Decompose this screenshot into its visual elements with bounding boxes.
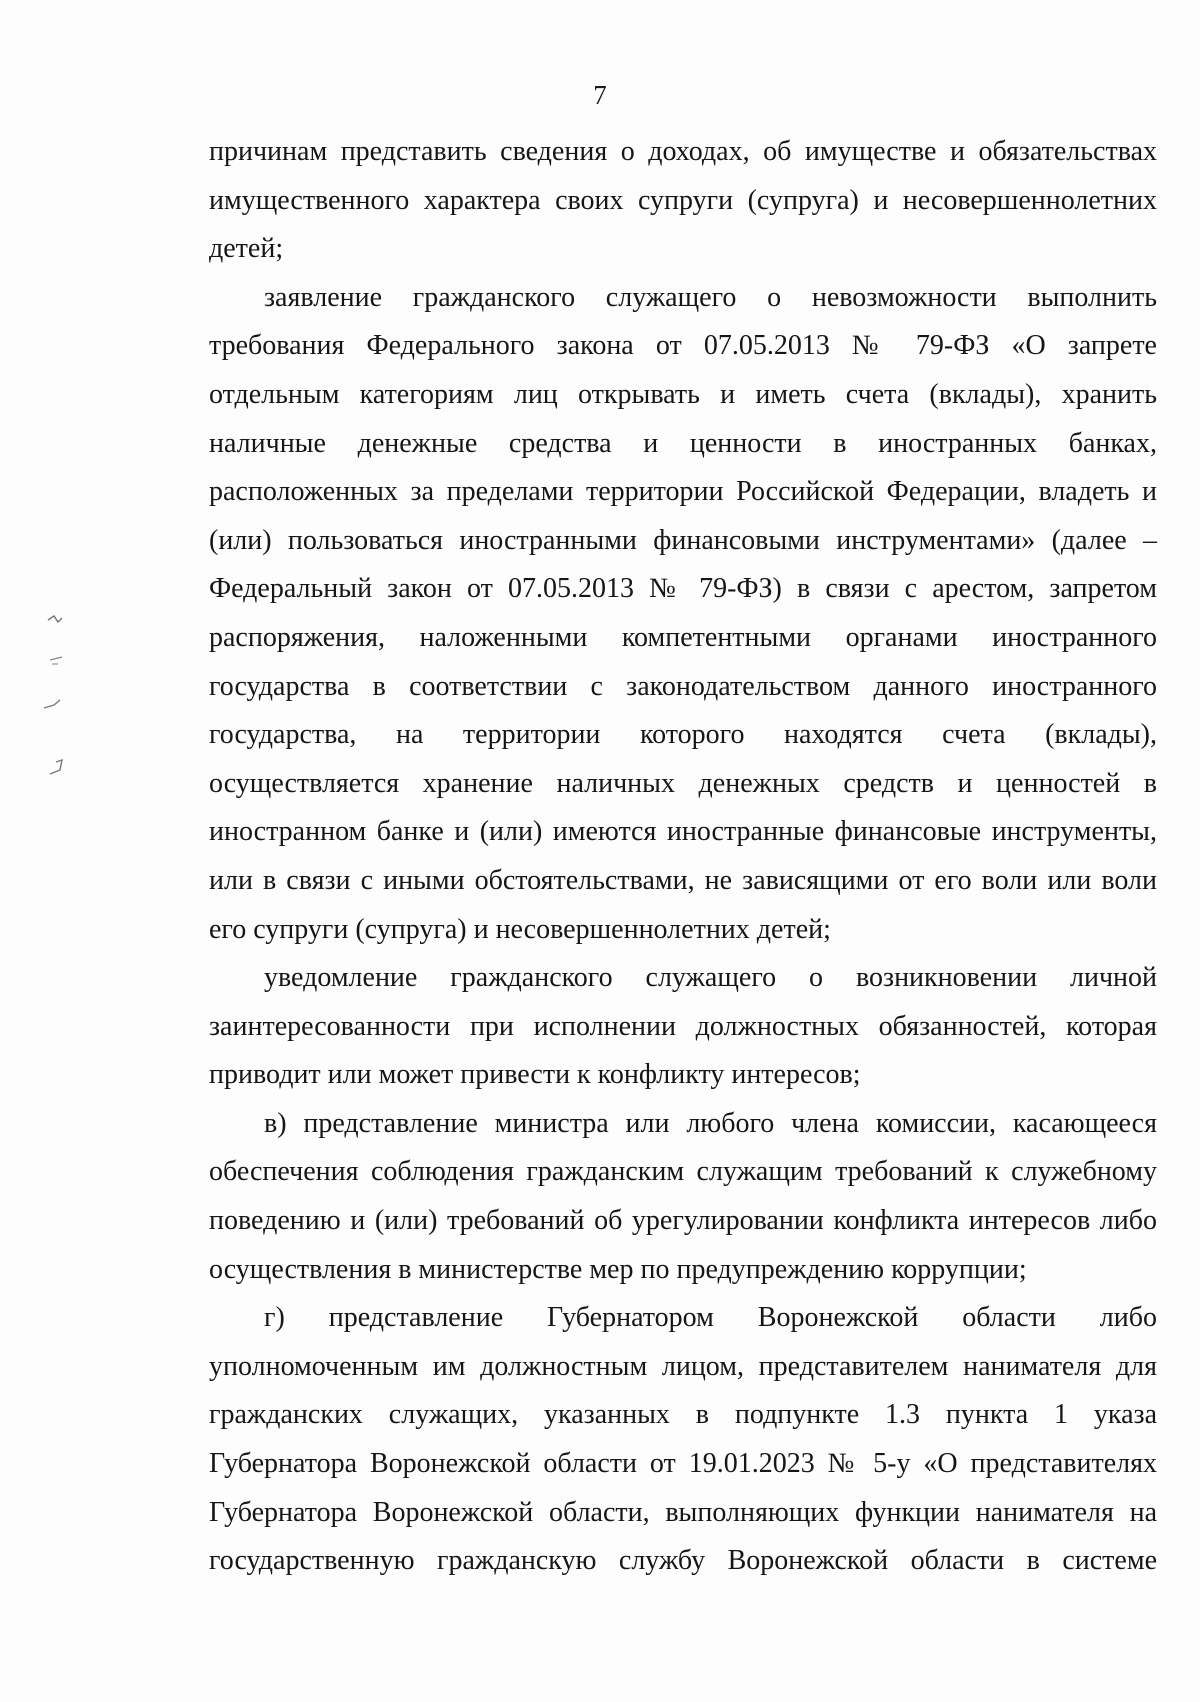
margin-scan-marks [40,610,80,830]
scan-mark [50,657,62,660]
page-number: 7 [593,80,607,110]
paragraph-notice-conflict: уведомление гражданского служащего о возникновении личной заинтересованности при исполнении должностных обязанностей, которая приводит или может привести к конфликту интересов; [209,962,1157,1091]
paragraph-item-v: в) представление министра или любого члена комиссии, касающееся обеспечения соблюдения гражданским служащим требований к служебному поведению и (или) требований об урегулировании конфликта интересов либо осуществления в министерстве мер по предупреждению коррупции; [209,1107,1157,1285]
scan-mark [50,760,62,774]
paragraph-continuation: причинам представить сведения о доходах, об имуществе и обязательствах имущественного характера своих супруги (супруга) и несовершеннолетних детей; [209,136,1157,265]
scan-mark [44,700,60,708]
scan-mark [48,616,62,622]
document-body [209,128,1157,1586]
paragraph-statement-foreign-accounts: заявление гражданского служащего о невозможности выполнить требования Федерального закона от 07.05.2013 № 79-ФЗ «О запрете отдельным категориям лиц открывать и иметь счета (вклады), хранить наличные денежные средства и ценности в иностранных банках, расположенных за пределами территории Российской Федерации, владеть и (или) пользоваться иностранными финансовыми инструментами» (далее – Федеральный закон от 07.05.2013 № 79-ФЗ) в связи с арестом, запретом распоряжения, наложенными компетентными органами иностранного государства в соответствии с законодательством данного иностранного государства, на территории которого находятся счета (вклады), осуществляется хранение наличных денежных средств и ценностей в иностранном банке и (или) имеются иностранные финансовые инструменты, или в связи с иными обстоятельствами, не зависящими от его воли или воли его супруги (супруга) и несовершеннолетних детей; [209,281,1157,945]
paragraph-item-g: г) представление Губернатором Воронежской области либо уполномоченным им должностным лицом, представителем нанимателя для гражданских служащих, указанных в подпункте 1.3 пункта 1 указа Губернатора Воронежской области от 19.01.2023 № 5-у «О представителях Губернатора Воронежской области, выполняющих функции нанимателя на государственную гражданскую службу Воронежской области в системе [209,1302,1157,1577]
